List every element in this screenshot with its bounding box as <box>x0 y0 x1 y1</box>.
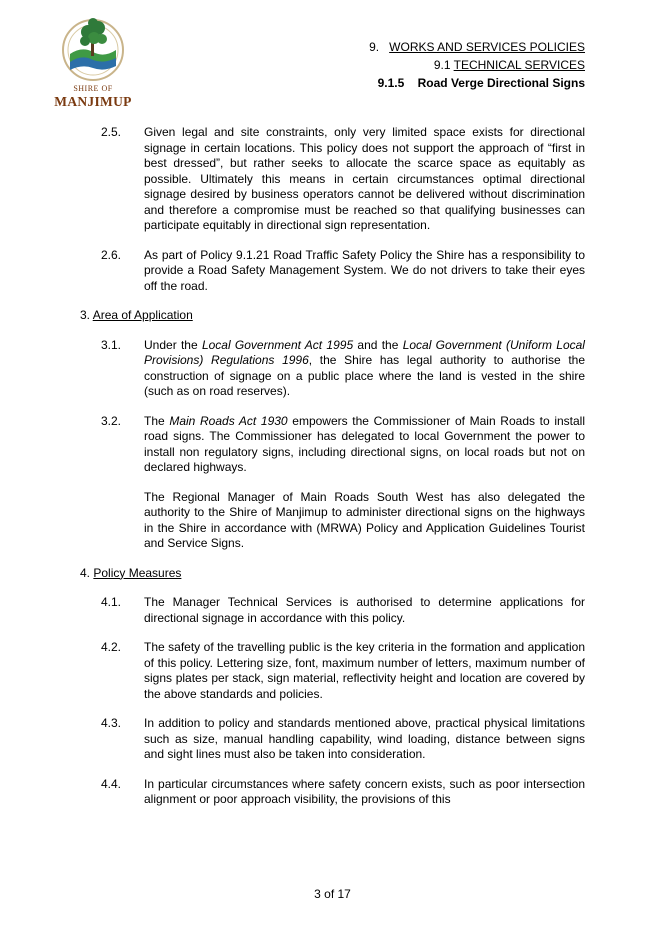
clause-text-part: and the <box>353 337 403 352</box>
clause-number: 3.2. <box>101 413 122 428</box>
clause-2-5 <box>80 125 585 234</box>
clause-2-6 <box>80 248 585 295</box>
clause-text-part: empowers the Commissioner of Main Roads to install road signs. The Commissioner has delegated to local Government the power to install non regulatory signs, including directional signs, on local roads but not on declared highways. <box>144 413 585 474</box>
clause-number: 3.1. <box>101 337 122 352</box>
page-number: 3 of 17 <box>314 887 351 901</box>
clause-number: 2.6. <box>101 247 122 262</box>
section-number: 4. <box>80 565 91 580</box>
clause-number: 4.4. <box>101 776 122 791</box>
clause-text: As part of Policy 9.1.21 Road Traffic Safety Policy the Shire has a responsibility to provide a Road Safety Management System. We do not drivers to take their eyes off the road. <box>144 247 585 293</box>
clause-text-part: The <box>144 413 170 428</box>
section-heading-3 <box>80 308 585 324</box>
clause-number: 4.1. <box>101 595 122 609</box>
section-heading-4 <box>80 566 585 582</box>
header-policy-text: Road Verge Directional Signs <box>417 76 585 90</box>
clause-3-1 <box>80 338 585 400</box>
clause-text: In addition to policy and standards mentioned above, practical physical limitations such as size, manual handling capability, wind loading, distance between signs and sight lines must also be taken into consideration. <box>144 716 585 761</box>
header-section-text: WORKS AND SERVICES POLICIES <box>389 40 585 54</box>
clause-4-4 <box>80 777 585 808</box>
clause-number: 4.2. <box>101 640 122 654</box>
clause-number: 4.3. <box>101 716 122 730</box>
clause-number: 2.5. <box>101 125 122 139</box>
clause-text: Given legal and site constraints, only very limited space exists for directional signage in certain locations. This policy does not support the approach of “first in best dressed”, but rather seeks to allocate the scarce space as equitably as possible. Ultimately this means in certain circumstances optimal directional signage desired by business operators cannot be delivered without discrimination and therefore a compromise must be reached so that qualifying businesses can participate equitably in directional sign representation. <box>144 125 585 232</box>
document-body <box>80 125 585 822</box>
header-subsection-text: TECHNICAL SERVICES <box>453 58 585 72</box>
section-number: 3. <box>80 308 91 322</box>
logo-name-text: MANJIMUP <box>54 94 132 109</box>
shire-logo <box>52 14 134 114</box>
clause-4-2 <box>80 640 585 702</box>
section-title: Area of Application <box>92 308 193 322</box>
clause-4-1 <box>80 595 585 626</box>
regulation-title: Local Government (Uniform Local Provisions) Regulations 1996 <box>144 337 585 367</box>
clause-text: The safety of the travelling public is the key criteria in the formation and application of this policy. Lettering size, font, maximum number of letters, maximum number of signs plates per stack, sign material, reflectivity height and location are covered by the above standards and policies. <box>144 640 585 701</box>
header-section-number: 9. <box>369 40 380 54</box>
logo-shire-text: SHIRE OF <box>73 84 113 93</box>
header-policy-title <box>378 76 585 90</box>
clause-text-part: , the Shire has legal authority to authorise the construction of signage on a public place where the land is vested in the shire (such as on road reserves). <box>144 353 586 398</box>
clause-3-2 <box>80 414 585 476</box>
header-subsection-number: 9.1 <box>433 58 451 72</box>
tree-emblem-icon <box>52 14 134 84</box>
act-title: Main Roads Act 1930 <box>169 413 288 428</box>
header-policy-number: 9.1.5 <box>377 76 405 90</box>
header-subsection-title <box>434 58 585 72</box>
clause-text: In particular circumstances where safety concern exists, such as poor intersection alignment or poor approach visibility, the provisions of this <box>144 776 585 806</box>
clause-4-3 <box>80 716 585 763</box>
clause-text: The Manager Technical Services is authorised to determine applications for directional signage in accordance with this policy. <box>144 595 585 625</box>
clause-text-part: Under the <box>144 337 202 352</box>
act-title: Local Government Act 1995 <box>201 337 354 352</box>
clause-3-2-paragraph-2 <box>80 490 585 552</box>
clause-text: The Regional Manager of Main Roads South West has also delegated the authority to the Shire of Manjimup to administer directional signs on the highways in the Shire in accordance with (MRWA) Policy and Application Guidelines Tourist and Service Signs. <box>144 489 585 550</box>
header-section-title <box>369 40 585 54</box>
section-title: Policy Measures <box>93 565 182 580</box>
